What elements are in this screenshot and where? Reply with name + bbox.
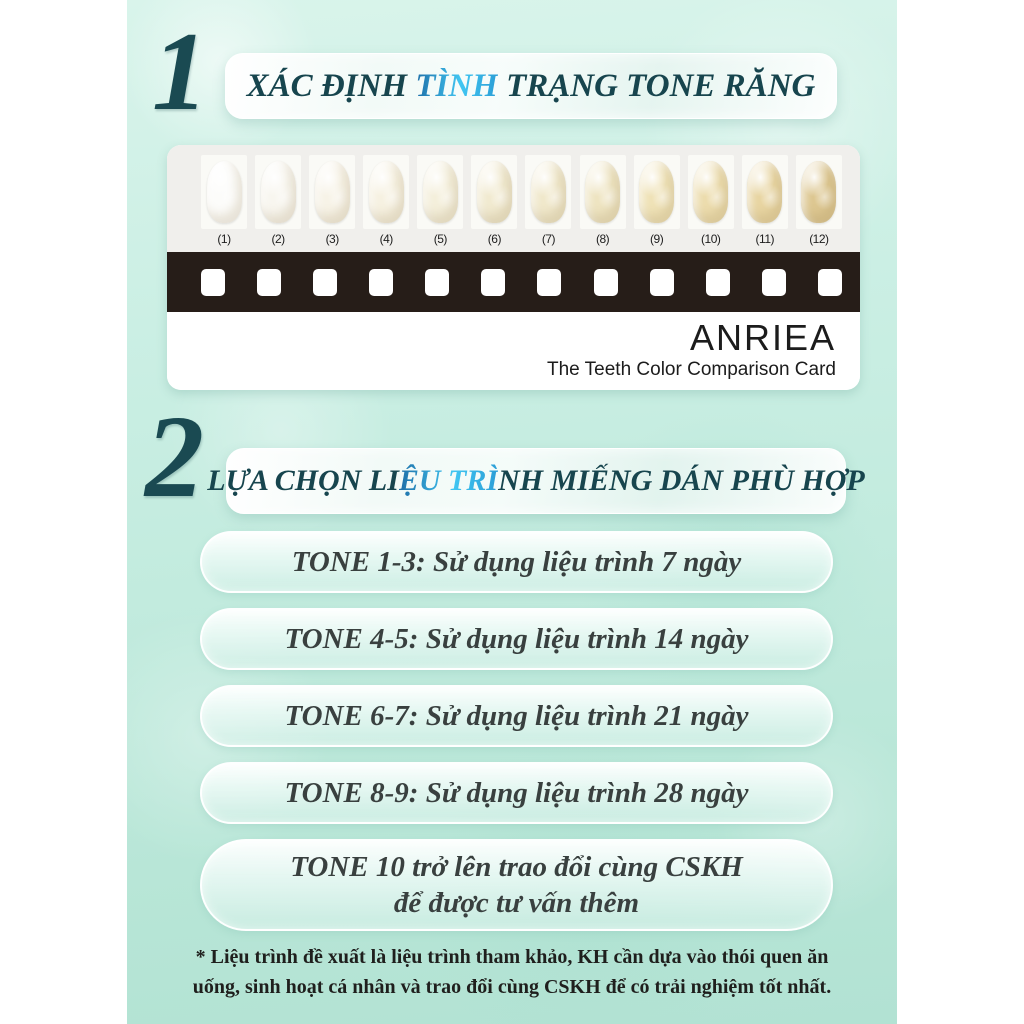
tooth-shade-label: (7) <box>541 232 556 246</box>
tooth-shade-swatch <box>585 161 620 223</box>
poster-content <box>127 0 897 1024</box>
tooth-shade-label: (6) <box>487 232 501 246</box>
tooth-shade-label: (1) <box>217 232 231 246</box>
film-strip-hole <box>650 269 674 296</box>
tooth-shade-label: (8) <box>595 232 610 246</box>
tone-option <box>200 531 833 593</box>
film-strip-hole <box>818 269 842 296</box>
film-strip-hole <box>706 269 730 296</box>
tone-option <box>200 839 833 931</box>
tone-option-label: TONE 6-7: Sử dụng liệu trình 21 ngày <box>284 699 749 732</box>
tone-option-label: TONE 8-9: Sử dụng liệu trình 28 ngày <box>284 776 749 809</box>
tooth-shade-swatch <box>693 161 728 223</box>
tooth-shade-patch <box>201 155 247 229</box>
tooth-shade-patch <box>255 155 301 229</box>
tone-option-label: TONE 1-3: Sử dụng liệu trình 7 ngày <box>291 545 742 578</box>
film-strip-hole <box>481 269 505 296</box>
step-1-number: 1 <box>152 10 208 134</box>
tooth-shade-patch <box>525 155 571 229</box>
tooth-shade <box>634 155 680 246</box>
tooth-shade-patch <box>580 155 626 229</box>
tooth-shade-label: (3) <box>325 232 339 246</box>
tooth-shade <box>363 155 409 246</box>
tooth-shade-patch <box>363 155 409 229</box>
tooth-shade-patch <box>742 155 788 229</box>
tooth-shade-patch <box>309 155 355 229</box>
film-strip-hole <box>762 269 786 296</box>
tooth-shade-swatch <box>315 161 350 223</box>
tooth-shade <box>201 155 247 246</box>
tone-option-label: TONE 10 trở lên trao đổi cùng CSKH <box>290 850 743 883</box>
tooth-shade <box>742 155 788 246</box>
film-strip-hole <box>313 269 337 296</box>
step-2-number: 2 <box>145 391 204 522</box>
tooth-shade-label: (2) <box>271 232 285 246</box>
tooth-shade-swatch <box>207 161 242 223</box>
tooth-shade-swatch <box>531 161 566 223</box>
film-strip-hole <box>537 269 561 296</box>
tooth-shade-patch <box>471 155 517 229</box>
footnote-line: * Liệu trình đề xuất là liệu trình tham khảo, KH cần dựa vào thói quen ăn <box>195 946 829 968</box>
step-2-title <box>207 464 864 498</box>
tooth-shade <box>471 155 517 246</box>
tone-option-label: TONE 4-5: Sử dụng liệu trình 14 ngày <box>284 622 749 655</box>
brand-tagline: The Teeth Color Comparison Card <box>546 358 836 380</box>
film-strip-hole <box>257 269 281 296</box>
card-footer <box>167 312 860 390</box>
tooth-shade-label: (11) <box>755 232 774 246</box>
tooth-shade-patch <box>796 155 842 229</box>
tone-options-list <box>200 531 833 931</box>
tooth-shade-swatch <box>369 161 404 223</box>
title-segment: XÁC ĐỊNH <box>246 67 416 104</box>
tooth-shade-label: (9) <box>650 232 664 246</box>
tooth-shade-label: (10) <box>701 232 721 246</box>
tone-option <box>200 762 833 824</box>
tooth-shade-label: (5) <box>433 232 447 246</box>
tooth-shade <box>417 155 463 246</box>
tooth-shade-patch <box>688 155 734 229</box>
tooth-shade-swatch <box>639 161 674 223</box>
tooth-shade <box>525 155 571 246</box>
title-segment: NH MIẾNG DÁN PHÙ HỢP <box>498 464 865 497</box>
tone-option-label: để được tư vấn thêm <box>393 887 640 919</box>
tooth-shade-label: (12) <box>809 232 829 246</box>
tooth-shade <box>309 155 355 246</box>
tone-option <box>200 608 833 670</box>
tooth-shade-swatch <box>261 161 296 223</box>
step-1-title <box>247 68 816 105</box>
film-strip <box>167 252 860 312</box>
tooth-shade-swatch <box>801 161 836 223</box>
tooth-shade <box>255 155 301 246</box>
tooth-shade-label: (4) <box>379 232 393 246</box>
tooth-shade <box>688 155 734 246</box>
tooth-shade-swatch <box>477 161 512 223</box>
step-2-banner <box>207 448 865 514</box>
footnote-line: uống, sinh hoạt cá nhân và trao đổi cùng CSKH để có trải nghiệm tốt nhất. <box>192 976 832 998</box>
title-segment: LỰA CHỌN LI <box>207 464 399 497</box>
tooth-shade <box>796 155 842 246</box>
film-strip-hole <box>369 269 393 296</box>
film-strip-hole <box>425 269 449 296</box>
tone-option <box>200 685 833 747</box>
tooth-shade-patch <box>634 155 680 229</box>
tooth-shade <box>580 155 626 246</box>
brand-name: ANRIEA <box>689 317 836 358</box>
teeth-shade-row <box>167 145 860 252</box>
film-strip-hole <box>594 269 618 296</box>
tooth-shade-swatch <box>747 161 782 223</box>
teeth-shade-card <box>167 145 860 390</box>
tooth-shade-patch <box>417 155 463 229</box>
tooth-shade-swatch <box>423 161 458 223</box>
footnote <box>172 942 852 1002</box>
title-segment: TRẠNG TONE RĂNG <box>497 67 816 104</box>
title-segment-highlight: TÌNH <box>415 67 498 104</box>
step-1-banner <box>225 53 837 119</box>
title-segment-highlight: ỆU TRÌ <box>398 464 499 497</box>
film-strip-hole <box>201 269 225 296</box>
